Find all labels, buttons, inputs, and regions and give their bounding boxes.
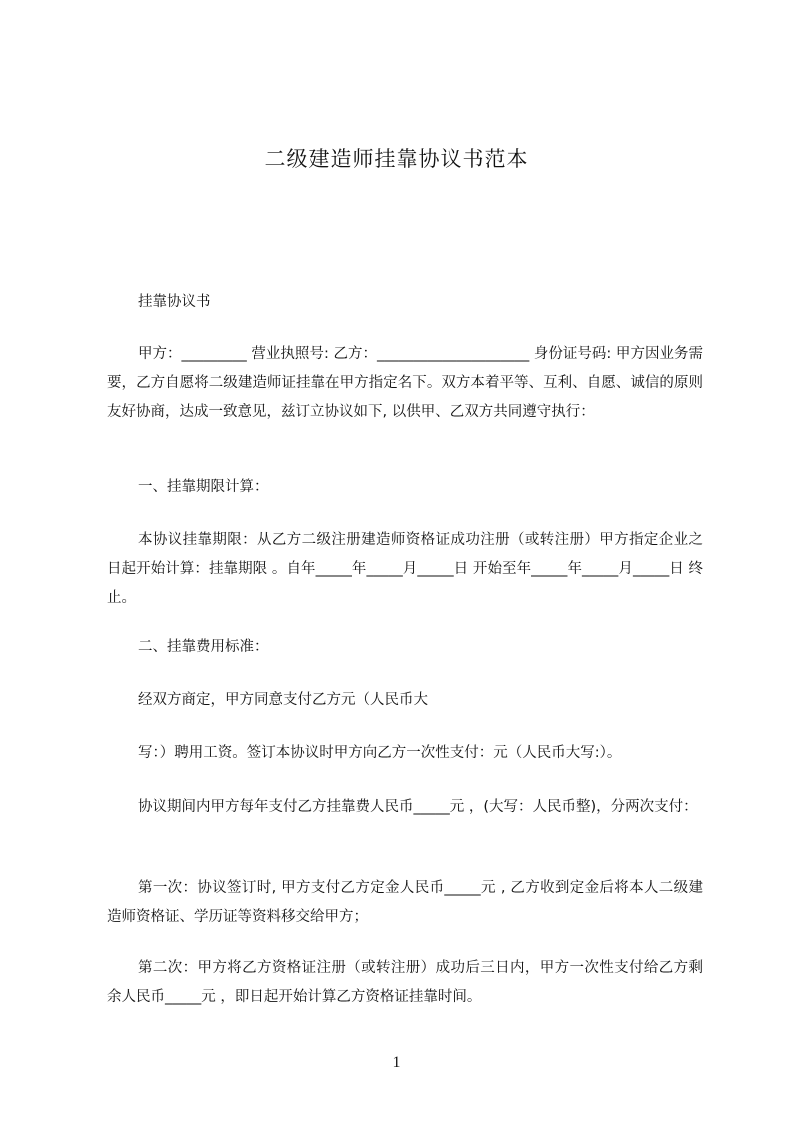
section-heading-term: 一、挂靠期限计算： (138, 479, 269, 495)
paragraph-heading: 挂靠协议书 (138, 294, 211, 310)
paragraph-annual-fee: 协议期间内甲方每年支付乙方挂靠费人民币_____元 ，(大写：人民币整)，分两次支付： (138, 799, 698, 815)
paragraph-first-payment: 第一次：协议签订时, 甲方支付乙方定金人民币_____元 , 乙方收到定金后将本人二级建造师资格证、学历证等资料移交给甲方； (107, 880, 703, 925)
document-title: 二级建造师挂靠协议书范本 (264, 147, 529, 171)
paragraph-fee-amount: 写：）聘用工资。签订本协议时甲方向乙方一次性支付：元（人民币大写:）。 (138, 745, 622, 761)
paragraph-parties: 甲方：_________ 营业执照号: 乙方：_____________________ 身份证号码: 甲方因业务需要，乙方自愿将二级建造师证挂靠在甲方指定名下。双方本着平等、互利、自愿、诚信的原则友好协商，达成一致意见，兹订立协议如下, 以供甲、乙双方共同遵守执行： (107, 346, 703, 420)
paragraph-second-payment: 第二次：甲方将乙方资格证注册（或转注册）成功后三日内，甲方一次性支付给乙方剩余人民币_____元 ，即日起开始计算乙方资格证挂靠时间。 (107, 960, 703, 1005)
page-number: 1 (392, 1054, 401, 1071)
section-heading-fee: 二、挂靠费用标准： (138, 639, 269, 655)
paragraph-term: 本协议挂靠期限：从乙方二级注册建造师资格证成功注册（或转注册）甲方指定企业之日起开始计算：挂靠期限 。自年_____年_____月_____日 开始至年_____年_____月_____日 终止。 (107, 532, 703, 606)
paragraph-fee-agreement: 经双方商定，甲方同意支付乙方元（人民币大 (138, 692, 428, 708)
